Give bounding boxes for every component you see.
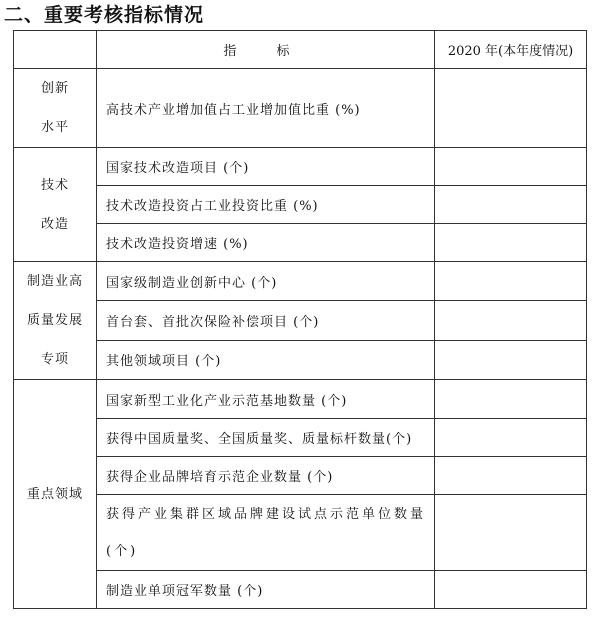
category-label-line: 改造 (40, 216, 69, 232)
category-label-line: 专项 (40, 352, 69, 367)
category-label-line: 水平 (40, 120, 69, 135)
table-row (14, 186, 587, 224)
header-indicator-cell (97, 31, 435, 69)
indicator-cell: 其他领域项目 (个) (97, 340, 435, 379)
indicator-cell: 国家新型工业化产业示范基地数量 (个) (97, 380, 435, 419)
value-cell[interactable] (435, 69, 587, 148)
category-cell (14, 262, 97, 380)
value-cell[interactable] (435, 495, 587, 571)
value-cell[interactable] (435, 262, 587, 301)
indicator-cell: 制造业单项冠军数量 (个) (97, 571, 435, 609)
indicator-cell: 首台套、首批次保险补偿项目 (个) (97, 301, 435, 340)
value-cell[interactable] (435, 457, 587, 495)
category-cell (14, 69, 97, 148)
indicator-cell: 国家技术改造项目 (个) (97, 148, 435, 186)
table-row (14, 340, 587, 379)
category-cell (14, 148, 97, 262)
header-value-label: 2020 年(本年度情况) (447, 44, 574, 59)
table-row (14, 571, 587, 609)
category-label-line: 制造业高 (26, 274, 83, 289)
table-row (14, 380, 587, 419)
indicator-cell: 获得企业品牌培育示范企业数量 (个) (97, 457, 435, 495)
header-value-cell (435, 31, 587, 69)
value-cell[interactable] (435, 571, 587, 609)
value-cell[interactable] (435, 419, 587, 457)
category-label-line: 创新 (40, 81, 69, 96)
table-row (14, 301, 587, 340)
table-row (14, 148, 587, 186)
indicator-cell: 高技术产业增加值占工业增加值比重 (%) (97, 69, 435, 148)
category-cell (14, 380, 97, 609)
section-title: 二、重要考核指标情况 (4, 4, 205, 26)
table-row (14, 224, 587, 262)
indicator-cell: 获得产业集群区域品牌建设试点示范单位数量 (个) (97, 495, 435, 571)
table-row (14, 495, 587, 571)
value-cell[interactable] (435, 224, 587, 262)
value-cell[interactable] (435, 301, 587, 340)
category-label-line: 质量发展 (26, 313, 83, 328)
table-row (14, 457, 587, 495)
table-row (14, 69, 587, 148)
indicator-cell: 获得中国质量奖、全国质量奖、质量标杆数量(个) (97, 419, 435, 457)
value-cell[interactable] (435, 186, 587, 224)
table-row (14, 262, 587, 301)
table-header-row (14, 31, 587, 69)
category-label-line: 重点领域 (26, 486, 83, 502)
indicator-cell: 技术改造投资增速 (%) (97, 224, 435, 262)
value-cell[interactable] (435, 380, 587, 419)
header-indicator-label: 指 标 (223, 44, 308, 59)
value-cell[interactable] (435, 148, 587, 186)
category-label-line: 技术 (40, 177, 69, 193)
table-row (14, 419, 587, 457)
indicator-cell: 技术改造投资占工业投资比重 (%) (97, 186, 435, 224)
indicator-cell: 国家级制造业创新中心 (个) (97, 262, 435, 301)
header-blank-cell (14, 31, 97, 69)
indicator-table (13, 30, 587, 609)
value-cell[interactable] (435, 340, 587, 379)
